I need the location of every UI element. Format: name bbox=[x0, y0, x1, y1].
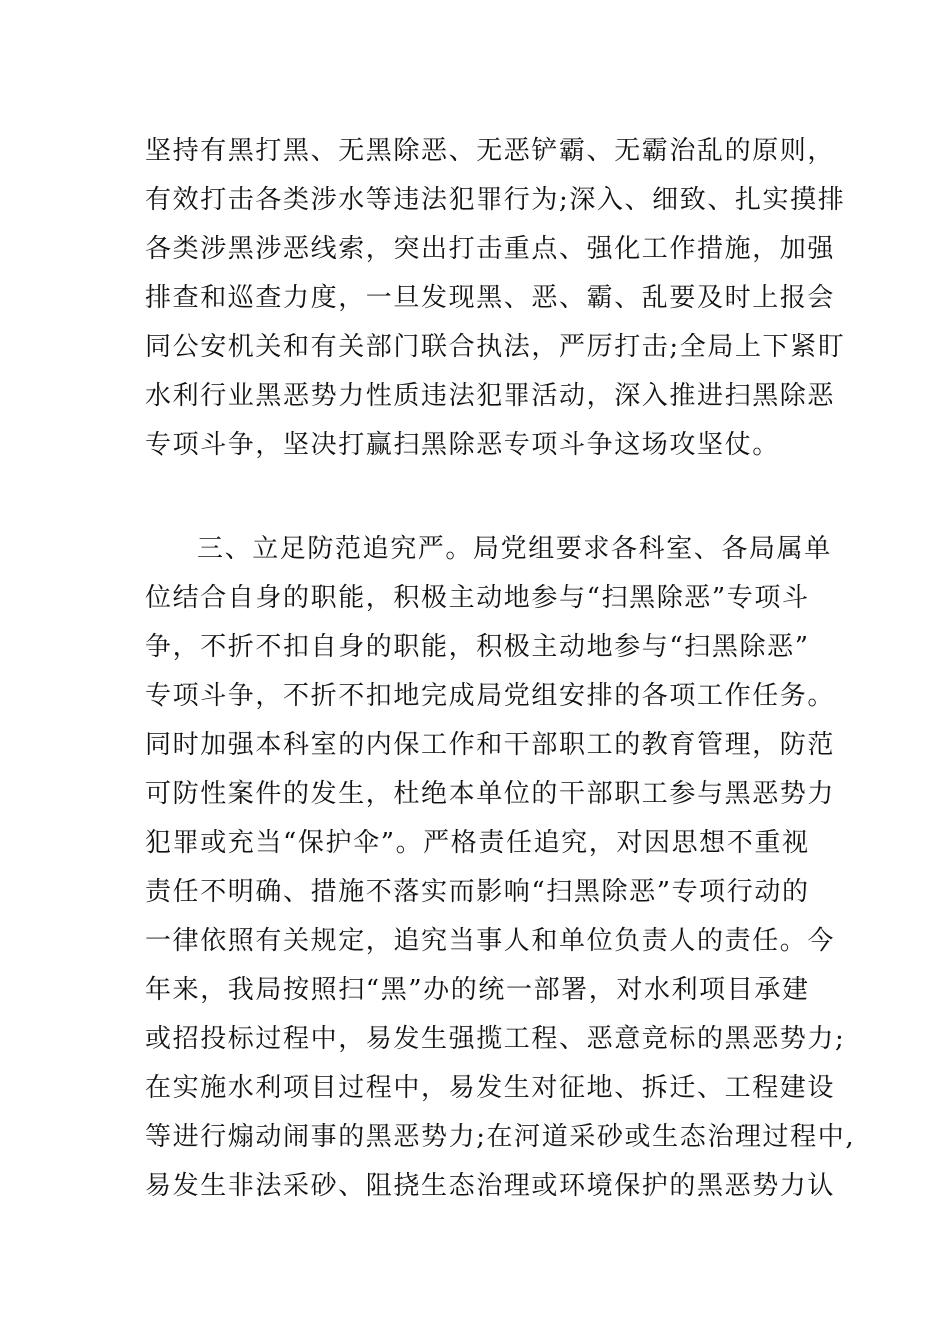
text-line: 易发生非法采砂、阻挠生态治理或环境保护的黑恶势力认 bbox=[145, 1171, 836, 1201]
text-line: 同公安机关和有关部门联合执法，严厉打击;全局上下紧盯 bbox=[145, 332, 846, 362]
text-line: 专项斗争，坚决打赢扫黑除恶专项斗争这场攻坚仗。 bbox=[145, 430, 780, 460]
text-line: 专项斗争，不折不扣地完成局党组安排的各项工作任务。 bbox=[145, 681, 836, 711]
text-line: 等进行煽动闹事的黑恶势力;在河道采砂或生态治理过程中, bbox=[145, 1122, 856, 1152]
text-line: 犯罪或充当“保护伞”。严格责任追究，对因思想不重视 bbox=[145, 828, 810, 858]
text-line: 三、立足防范追究严。局党组要求各科室、各局属单 bbox=[197, 534, 832, 564]
text-line: 在实施水利项目过程中，易发生对征地、拆迁、工程建设 bbox=[145, 1073, 836, 1103]
text-line: 坚持有黑打黑、无黑除恶、无恶铲霸、无霸治乱的原则， bbox=[145, 136, 836, 166]
text-line: 或招投标过程中，易发生强揽工程、恶意竞标的黑恶势力; bbox=[145, 1024, 846, 1054]
text-line: 各类涉黑涉恶线索，突出打击重点、强化工作措施，加强 bbox=[145, 234, 836, 264]
text-line: 水利行业黑恶势力性质违法犯罪活动，深入推进扫黑除恶 bbox=[145, 381, 836, 411]
text-line: 争，不折不扣自身的职能，积极主动地参与“扫黑除恶” bbox=[145, 632, 810, 662]
text-line: 位结合自身的职能，积极主动地参与“扫黑除恶”专项斗 bbox=[145, 583, 810, 613]
text-line: 年来，我局按照扫“黑”办的统一部署，对水利项目承建 bbox=[145, 975, 810, 1005]
text-line: 排查和巡查力度，一旦发现黑、恶、霸、乱要及时上报会 bbox=[145, 283, 836, 313]
text-line: 一律依照有关规定，追究当事人和单位负责人的责任。今 bbox=[145, 926, 836, 956]
text-line: 可防性案件的发生，杜绝本单位的干部职工参与黑恶势力 bbox=[145, 779, 836, 809]
text-line: 责任不明确、措施不落实而影响“扫黑除恶”专项行动的 bbox=[145, 877, 810, 907]
text-line: 有效打击各类涉水等违法犯罪行为;深入、细致、扎实摸排 bbox=[145, 185, 846, 215]
text-line: 同时加强本科室的内保工作和干部职工的教育管理，防范 bbox=[145, 730, 836, 760]
